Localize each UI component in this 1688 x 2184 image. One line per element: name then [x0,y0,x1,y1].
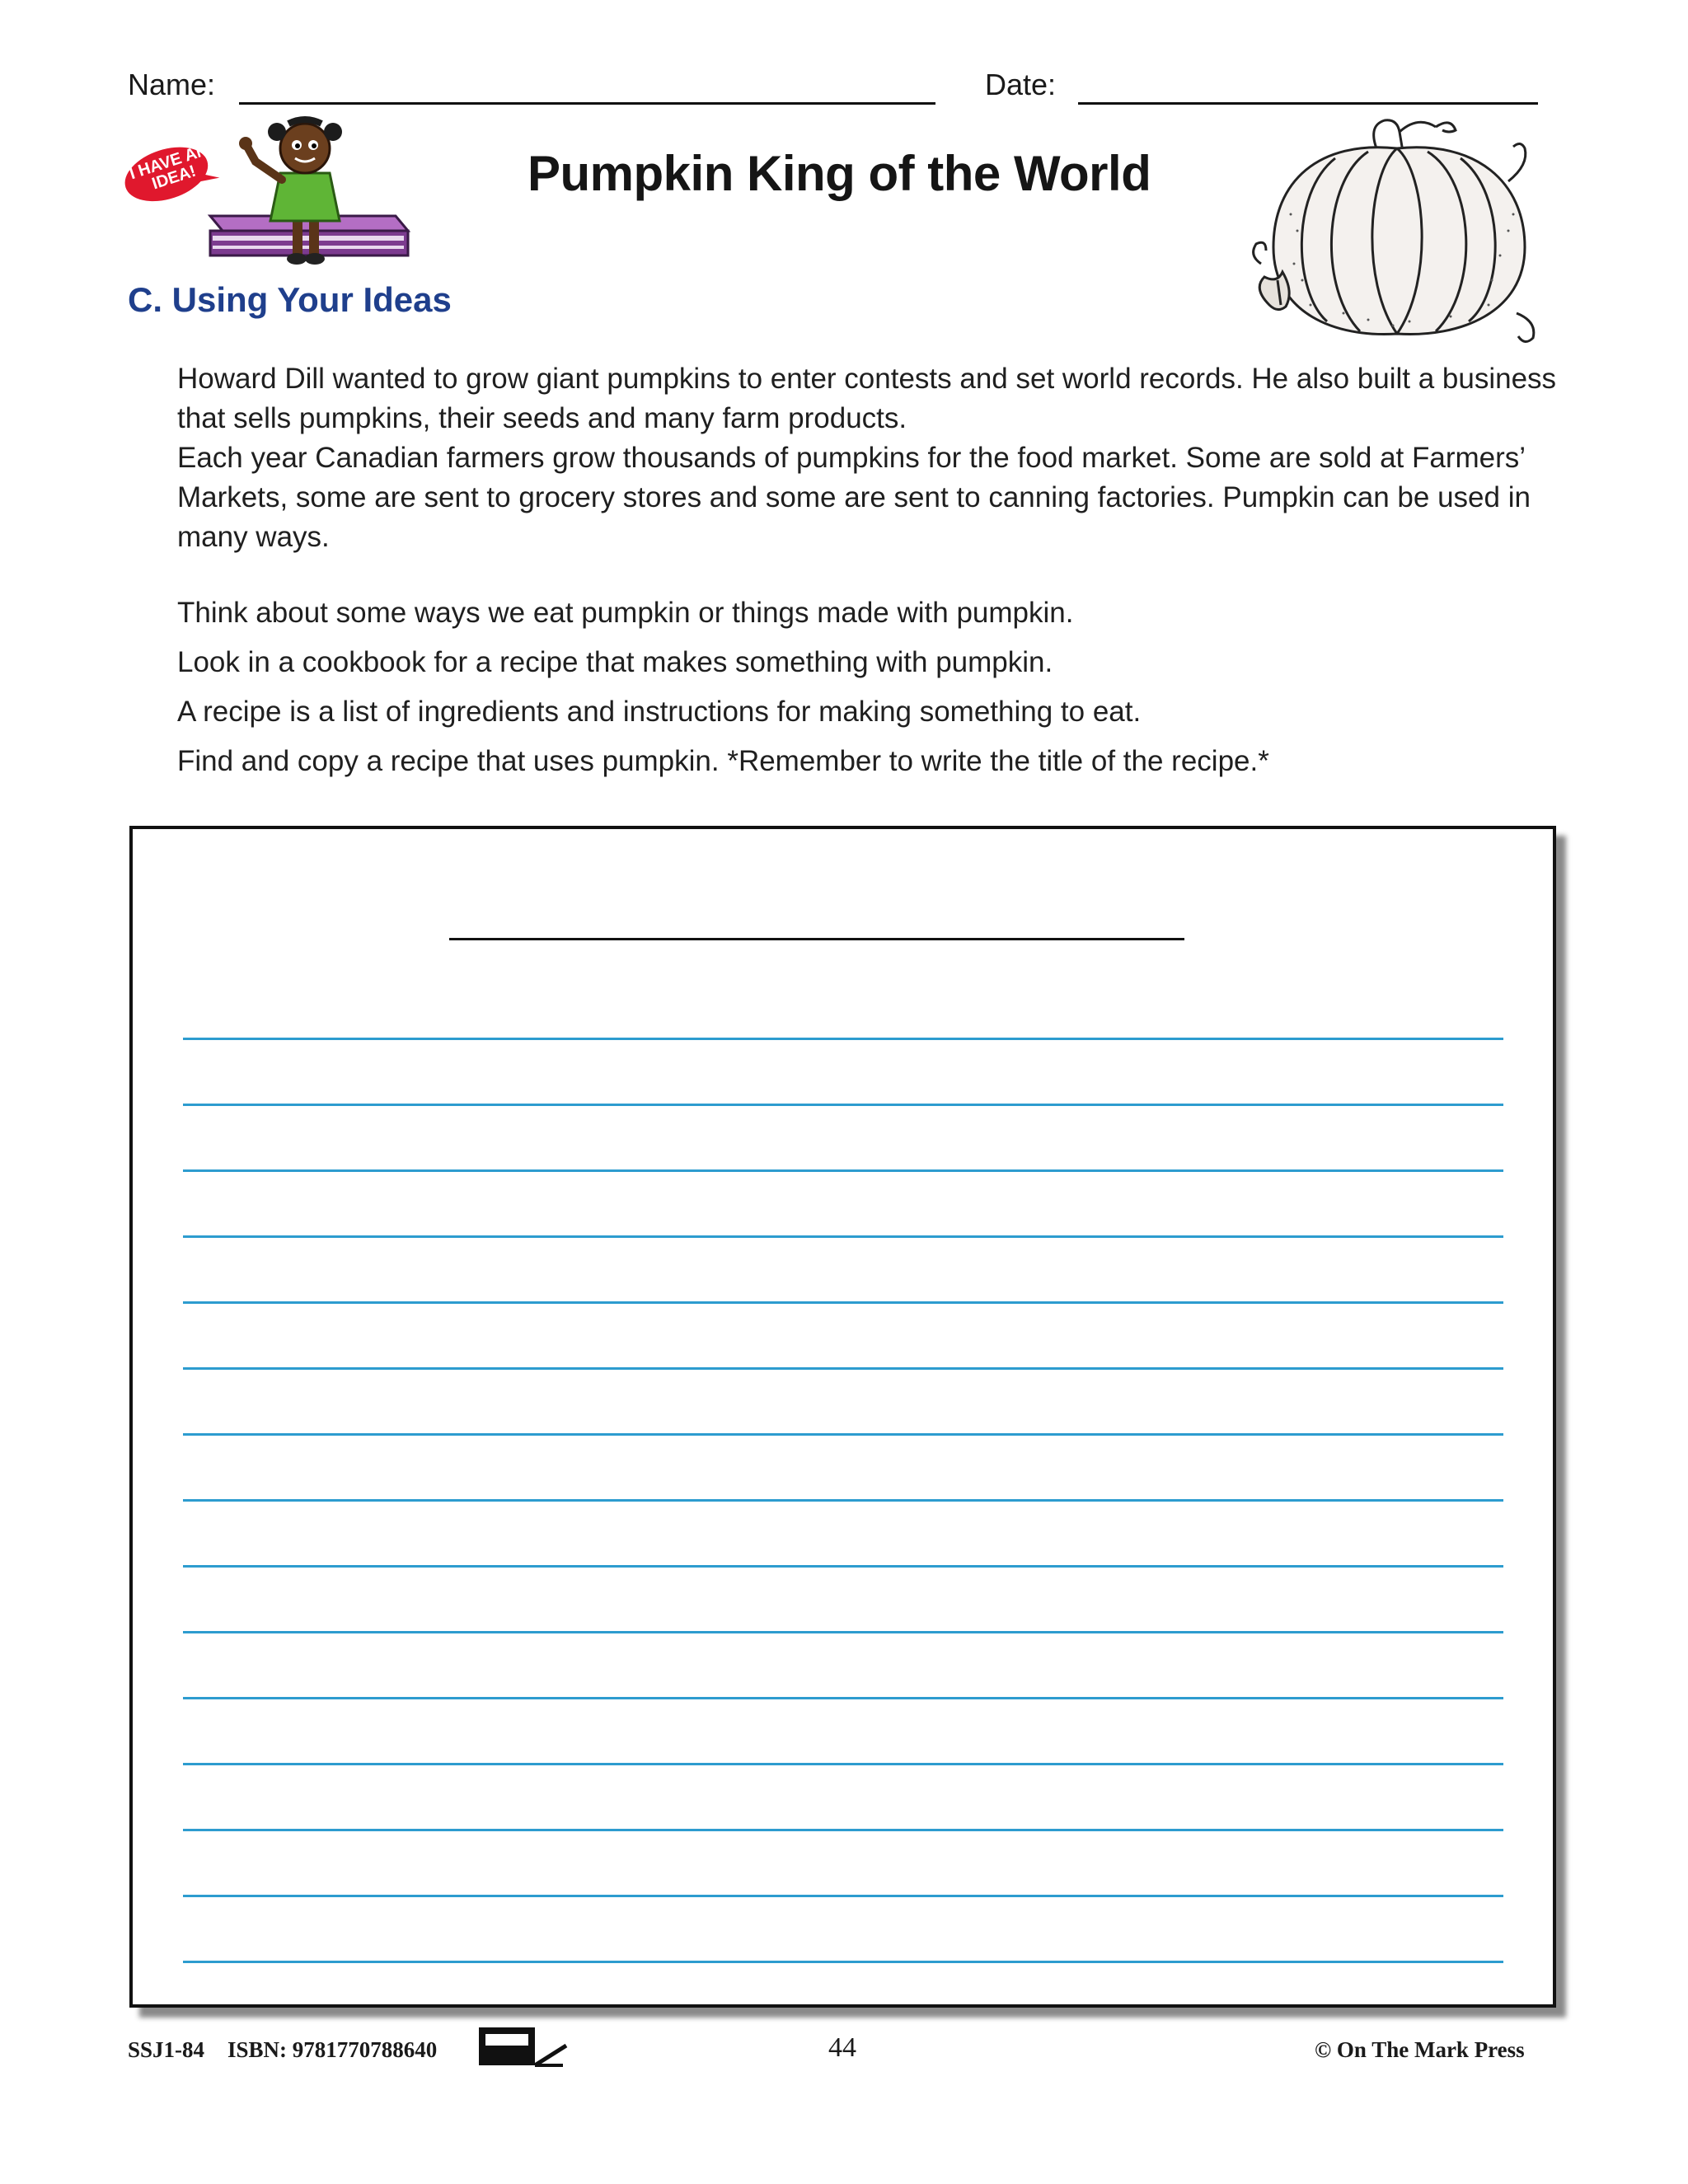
writing-line[interactable] [183,1895,1503,1897]
writing-line[interactable] [183,1235,1503,1238]
writing-line[interactable] [183,1038,1503,1040]
writing-line[interactable] [183,1631,1503,1633]
writing-line[interactable] [183,1499,1503,1502]
idea-girl-icon [124,115,420,280]
writing-line[interactable] [183,1763,1503,1765]
intro-paragraph-1: Howard Dill wanted to grow giant pumpkins to enter contests and set world records. He also built a business that sells pumpkins, their seeds and many farm products. [177,363,1557,434]
instruction-1: Think about some ways we eat pumpkin or things made with pumpkin. [177,597,1074,629]
pumpkin-illustration [1245,115,1550,354]
page-number: 44 [828,2032,856,2063]
intro-paragraph-2: Each year Canadian farmers grow thousands of pumpkins for the food market. Some are sold at Farmers’ Markets, some are sent to grocery stores and some are sent to canning factories. Pumpkin can be used in many ways. [177,442,1531,553]
instruction-2: Look in a cookbook for a recipe that makes something with pumpkin. [177,646,1053,678]
writing-line[interactable] [183,1697,1503,1699]
writing-line[interactable] [183,1301,1503,1304]
footer-code: SSJ1-84 [128,2037,205,2062]
date-label: Date: [985,68,1057,101]
writing-line[interactable] [183,1104,1503,1106]
recipe-title-line[interactable] [449,938,1184,940]
idea-logo [124,115,420,280]
idea-badge-text: I HAVE AN IDEA! [127,140,211,194]
footer-isbn: ISBN: 9781770788640 [227,2037,438,2062]
writing-line[interactable] [183,1169,1503,1172]
press-icon [474,2021,573,2070]
date-field[interactable] [1078,102,1538,105]
name-label: Name: [128,68,216,101]
intro-text [177,359,1562,557]
page-title: Pumpkin King of the World [528,146,1151,201]
writing-line[interactable] [183,1367,1503,1370]
instruction-4: Find and copy a recipe that uses pumpkin. *Remember to write the title of the recipe.* [177,745,1269,777]
name-field[interactable] [239,102,935,105]
instruction-3: A recipe is a list of ingredients and instructions for making something to eat. [177,696,1142,728]
section-heading: C. Using Your Ideas [128,280,452,319]
writing-line[interactable] [183,1829,1503,1831]
pumpkin-icon [1245,115,1550,354]
writing-line[interactable] [183,1961,1503,1963]
writing-line[interactable] [183,1433,1503,1436]
copyright: © On The Mark Press [1315,2037,1525,2062]
writing-line[interactable] [183,1565,1503,1568]
publisher-logo [474,2021,573,2070]
